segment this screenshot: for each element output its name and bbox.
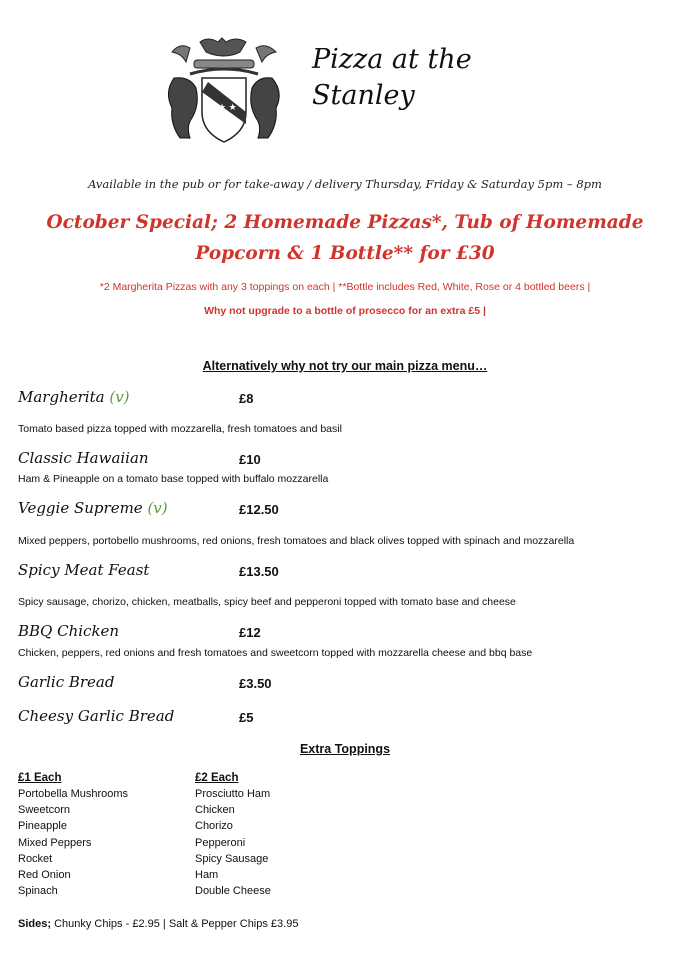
list-item: Spicy Sausage <box>195 852 269 865</box>
special-line-2: Popcorn & 1 Bottle** for £30 <box>195 243 495 264</box>
menu-item-description: Tomato based pizza topped with mozzarella, fresh tomatoes and basil <box>18 423 342 435</box>
list-item: Chorizo <box>195 820 233 833</box>
special-note: *2 Margherita Pizzas with any 3 toppings on each | **Bottle includes Red, White, Rose or 4 bottled beers | <box>99 281 591 293</box>
vegetarian-tag: (v) <box>147 499 168 517</box>
menu-item-price: £8 <box>239 391 254 406</box>
toppings-column-1 <box>18 772 128 899</box>
list-item: Double Cheese <box>195 885 271 898</box>
menu-item-name: Cheesy Garlic Bread <box>18 707 175 725</box>
menu-item-description: Chicken, peppers, red onions and fresh tomatoes and sweetcorn topped with mozzarella cheese and bbq base <box>18 647 533 659</box>
list-item: Rocket <box>18 852 53 865</box>
list-item: Red Onion <box>18 869 71 882</box>
menu-item-price: £3.50 <box>239 676 272 691</box>
column-title: £2 Each <box>195 772 239 784</box>
menu-item-name <box>18 499 168 517</box>
menu-item-description: Spicy sausage, chorizo, chicken, meatballs, spicy beef and pepperoni topped with tomato base and cheese <box>18 596 516 608</box>
list-item: Prosciutto Ham <box>195 788 271 800</box>
menu-item-name: Spicy Meat Feast <box>18 561 150 579</box>
toppings-list <box>195 786 271 899</box>
item-label: Margherita <box>18 388 105 406</box>
sides-line <box>18 918 298 930</box>
menu-item-price: £12.50 <box>239 502 279 517</box>
svg-text:★ ★: ★ ★ <box>218 102 237 112</box>
list-item: Pineapple <box>18 820 67 833</box>
menu-item-price: £10 <box>239 452 261 467</box>
menu-item-price: £12 <box>239 625 261 640</box>
list-item: Pepperoni <box>195 836 246 849</box>
sides-label: Sides; <box>18 918 52 930</box>
item-label: Veggie Supreme <box>18 499 143 517</box>
menu-item-name <box>18 388 130 406</box>
menu-item-price: £5 <box>239 710 254 725</box>
heraldic-crest-icon <box>160 34 288 146</box>
title-line-2: Stanley <box>312 80 415 111</box>
list-item: Portobella Mushrooms <box>18 788 129 800</box>
menu-item-description: Ham & Pineapple on a tomato base topped with buffalo mozzarella <box>18 473 329 485</box>
sides-text: Chunky Chips - £2.95 | Salt & Pepper Chips £3.95 <box>51 918 299 930</box>
menu-item-description: Mixed peppers, portobello mushrooms, red onions, fresh tomatoes and black olives topped with spinach and mozzarella <box>18 535 575 547</box>
list-item: Ham <box>195 869 219 882</box>
list-item: Chicken <box>195 804 235 817</box>
toppings-heading: Extra Toppings <box>299 742 391 756</box>
title-line-1: Pizza at the <box>312 44 472 75</box>
menu-item-price: £13.50 <box>239 564 279 579</box>
list-item: Sweetcorn <box>18 804 70 817</box>
toppings-list <box>18 786 128 899</box>
menu-item-name: BBQ Chicken <box>18 622 120 640</box>
list-item: Mixed Peppers <box>18 836 92 849</box>
availability-text: Available in the pub or for take-away / delivery Thursday, Friday & Saturday 5pm – 8pm <box>88 177 602 191</box>
special-line-1: October Special; 2 Homemade Pizzas*, Tub of Homemade <box>46 212 644 233</box>
menu-item-name: Classic Hawaiian <box>18 449 149 467</box>
column-title: £1 Each <box>18 772 62 784</box>
special-offer <box>0 207 690 269</box>
list-item: Spinach <box>18 885 58 898</box>
page-title <box>312 42 472 114</box>
toppings-column-2 <box>195 772 271 899</box>
upgrade-note: Why not upgrade to a bottle of prosecco for an extra £5 | <box>204 305 486 317</box>
menu-item-name: Garlic Bread <box>18 673 115 691</box>
menu-heading: Alternatively why not try our main pizza menu… <box>202 359 488 373</box>
vegetarian-tag: (v) <box>109 388 130 406</box>
